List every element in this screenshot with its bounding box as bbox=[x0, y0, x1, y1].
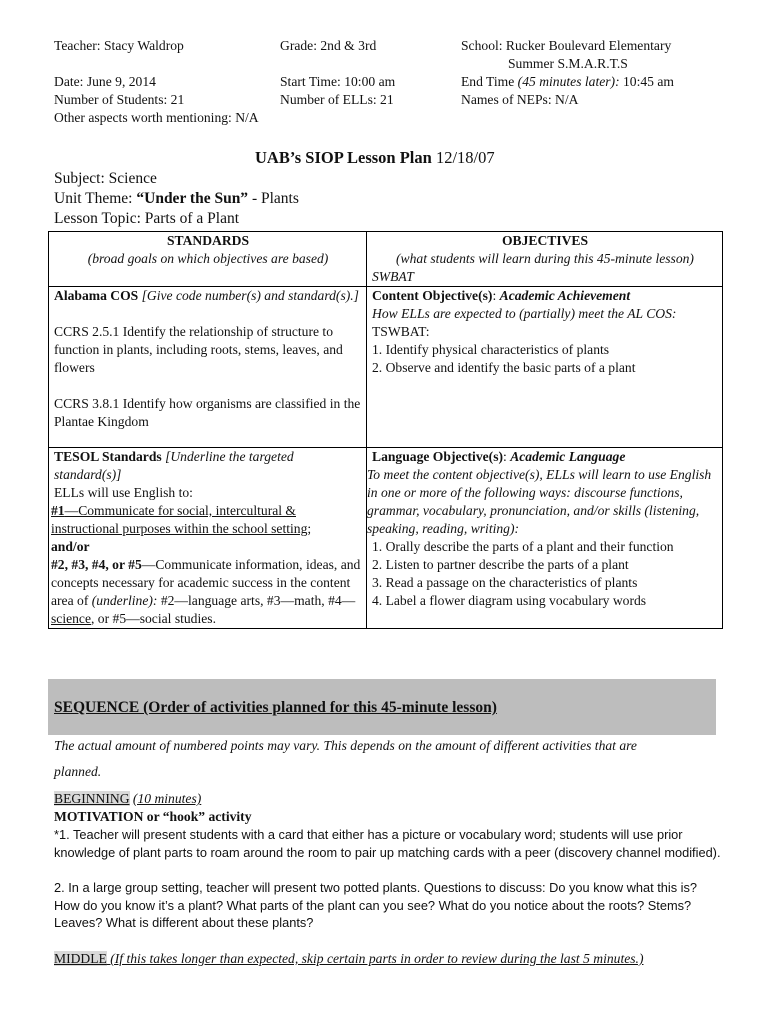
content-objective-note: How ELLs are expected to (partially) meet the AL COS: bbox=[372, 306, 677, 321]
content-objective-item: 2. Observe and identify the basic parts of a plant bbox=[372, 360, 636, 375]
table-row-content bbox=[49, 287, 723, 448]
language-objective-note: To meet the content objective(s), ELLs will learn to use English in one or more of the following ways: discourse functions, grammar, vocabulary, pronunciation, and/or skills (listening, speaking, reading, writing): bbox=[367, 467, 712, 536]
ccrs-standard-2: CCRS 3.8.1 Identify how organisms are classified in the Plantae Kingdom bbox=[54, 396, 361, 429]
tesol-standards-label: TESOL Standards [Underline the targeted standard(s)] bbox=[54, 449, 294, 482]
names-of-neps: Names of NEPs: N/A bbox=[461, 92, 579, 107]
sequence-note-line2: planned. bbox=[54, 764, 102, 779]
objectives-swbat: SWBAT bbox=[372, 269, 414, 284]
motivation-heading: MOTIVATION or “hook” activity bbox=[54, 809, 252, 824]
tesol-standard-1: #1—Communicate for social, intercultural & instructional purposes within the school setting; bbox=[51, 503, 312, 536]
alabama-cos-cell bbox=[49, 287, 367, 448]
beginning-heading bbox=[54, 790, 201, 808]
sequence-heading: SEQUENCE (Order of activities planned for this 45-minute lesson) bbox=[54, 699, 497, 716]
tesol-andor: and/or bbox=[51, 539, 90, 554]
table-row-language bbox=[49, 448, 723, 629]
number-of-ells: Number of ELLs: 21 bbox=[280, 92, 394, 107]
language-objective-cell bbox=[367, 448, 723, 629]
language-objective-item: 4. Label a flower diagram using vocabulary words bbox=[372, 593, 647, 608]
language-objective-item: 3. Read a passage on the characteristics of plants bbox=[372, 575, 638, 590]
activity-item-1: *1. Teacher will present students with a card that either has a picture or vocabulary word; students will use prior knowledge of plant parts to roam around the room to pair up matching cards with a peer (discovery channel modified). bbox=[54, 827, 721, 860]
beginning-label: BEGINNING bbox=[54, 791, 130, 806]
objectives-subheader: (what students will learn during this 45-minute lesson) bbox=[396, 251, 694, 266]
number-of-students: Number of Students: 21 bbox=[54, 92, 185, 107]
tesol-ells-line: ELLs will use English to: bbox=[54, 485, 193, 500]
tesol-standards-cell bbox=[49, 448, 367, 629]
table-header-row bbox=[49, 232, 723, 287]
middle-heading bbox=[54, 950, 643, 968]
middle-label: MIDDLE bbox=[54, 951, 107, 966]
school-name: School: Rucker Boulevard Elementary bbox=[461, 38, 672, 53]
sequence-note-line1: The actual amount of numbered points may vary. This depends on the amount of different activities that are bbox=[54, 738, 637, 753]
language-objective-label: Language Objective(s): Academic Language bbox=[372, 449, 626, 464]
unit-theme: Unit Theme: “Under the Sun” - Plants bbox=[54, 190, 299, 207]
page-title: UAB’s SIOP Lesson Plan 12/18/07 bbox=[255, 148, 495, 167]
objectives-header: OBJECTIVES bbox=[501, 233, 589, 248]
lesson-date: Date: June 9, 2014 bbox=[54, 74, 156, 89]
content-objective-tswbat: TSWBAT: bbox=[372, 324, 430, 339]
activity-item-2: 2. In a large group setting, teacher will present two potted plants. Questions to discuss: Do you know what this is? How do you know it’s a plant? What parts of the plant can you see? What do you notice about the roots? Stems? Leaves? What is different about these plants? bbox=[54, 880, 698, 930]
standards-header-cell bbox=[49, 232, 367, 287]
grade: Grade: 2nd & 3rd bbox=[280, 38, 377, 53]
standards-objectives-table bbox=[48, 231, 723, 629]
lesson-topic: Lesson Topic: Parts of a Plant bbox=[54, 210, 240, 227]
standards-subheader: (broad goals on which objectives are based) bbox=[87, 251, 329, 266]
middle-note: (If this takes longer than expected, skip certain parts in order to review during the last 5 minutes.) bbox=[106, 951, 644, 966]
sequence-heading-bar bbox=[48, 679, 716, 735]
content-objective-cell bbox=[367, 287, 723, 448]
content-objective-item: 1. Identify physical characteristics of plants bbox=[372, 342, 610, 357]
subject: Subject: Science bbox=[54, 170, 157, 187]
alabama-cos-label: Alabama COS [Give code number(s) and standard(s).] bbox=[54, 288, 359, 303]
ccrs-standard-1: CCRS 2.5.1 Identify the relationship of structure to function in plants, including roots, stems, leaves, and flowers bbox=[54, 324, 343, 375]
other-aspects: Other aspects worth mentioning: N/A bbox=[54, 110, 259, 125]
school-program: Summer S.M.A.R.T.S bbox=[508, 56, 628, 71]
tesol-standard-2-5: #2, #3, #4, or #5—Communicate information, ideas, and concepts necessary for academic success in the content area of (underline): #2—language arts, #3—math, #4—science, or #5—social studies. bbox=[51, 557, 361, 626]
standards-header: STANDARDS bbox=[166, 233, 250, 248]
beginning-time: (10 minutes) bbox=[132, 791, 202, 806]
start-time: Start Time: 10:00 am bbox=[280, 74, 396, 89]
end-time: End Time (45 minutes later): 10:45 am bbox=[461, 74, 674, 89]
language-objective-item: 1. Orally describe the parts of a plant and their function bbox=[372, 539, 674, 554]
content-objective-label: Content Objective(s): Academic Achievement bbox=[372, 288, 631, 303]
objectives-header-cell bbox=[367, 232, 723, 287]
teacher-name: Teacher: Stacy Waldrop bbox=[54, 38, 184, 53]
language-objective-item: 2. Listen to partner describe the parts of a plant bbox=[372, 557, 629, 572]
